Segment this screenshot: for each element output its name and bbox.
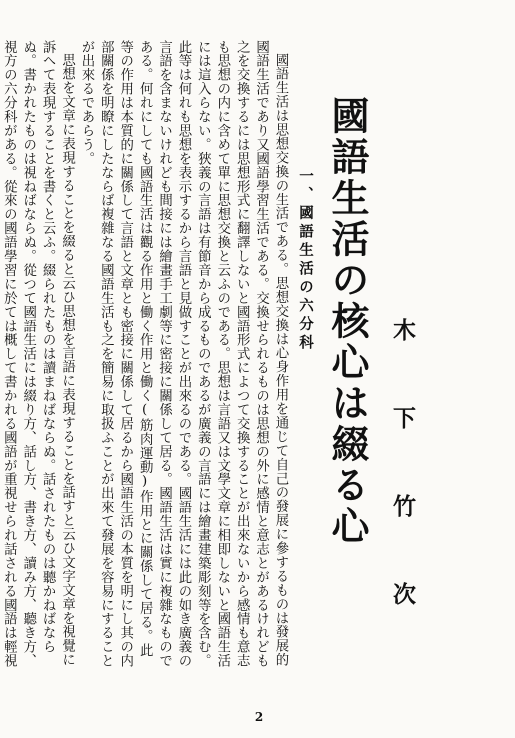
body-text	[0, 40, 290, 670]
page-number: 2	[254, 710, 264, 724]
author-name: 木 下 竹 次	[389, 318, 416, 624]
section-heading: 一、國語生活の六分科	[297, 168, 314, 353]
paragraph: 思想を文章に表現することを綴ると云ひ思想を言語に表現することを話すと云ひ文字文章を視覺に訴へて表現することを書くと云ふ。綴られたものは讀まねばならぬ。話されたものは聽かねばならぬ。書かれたものは視ねばならぬ。從つて國語生活には綴り方、話し方、書き方、讀み方、聽き方、視方の六分科がある。從來の國語學習に於ては概して書かれる國語が重視せられ話される國語は輕視	[1, 40, 75, 668]
paragraph: 國語生活は思想交換の生活である。思想交換は心身作用を通じて自己の發展に參するものは發展的國語生活であり又國語學習生活である。交換せられるものは思想の外に感情と意志とがあるけれども之を交換するには思想形式に翻譯しないと國語形式によつて交換することが出來ないから感情も意志も思想の内に含めて單に思想交換と云ふのである。思想は言語又は文學文章に相即しないと國語生活には這入らない。狹義の言語は有節音から成るものであるが廣義の言語には繪畫建築彫刻等を含む。此等は何れも思想を表示するから言語と見做すことが出來るのである。國語生活には此の如き廣義の言語を含まないけれども間接には繪畫手工劇等に密接に關係して居る。國語生活は實に複雜なものである。何れにしても國語生活は觀る作用と働く作用と働く(筋肉運動)作用とに關係して居る。此等の作用は本質的に關係して言語と文章とも密接に關係して居るから國語生活の本質を明にし其の内部關係を明瞭にしたならば複雜なる國語生活も之を簡易に取扱ふことが出來て發展を容易にすることが出來るであらう。	[78, 40, 288, 668]
article-title: 國語生活の核心は綴る心	[325, 96, 370, 547]
